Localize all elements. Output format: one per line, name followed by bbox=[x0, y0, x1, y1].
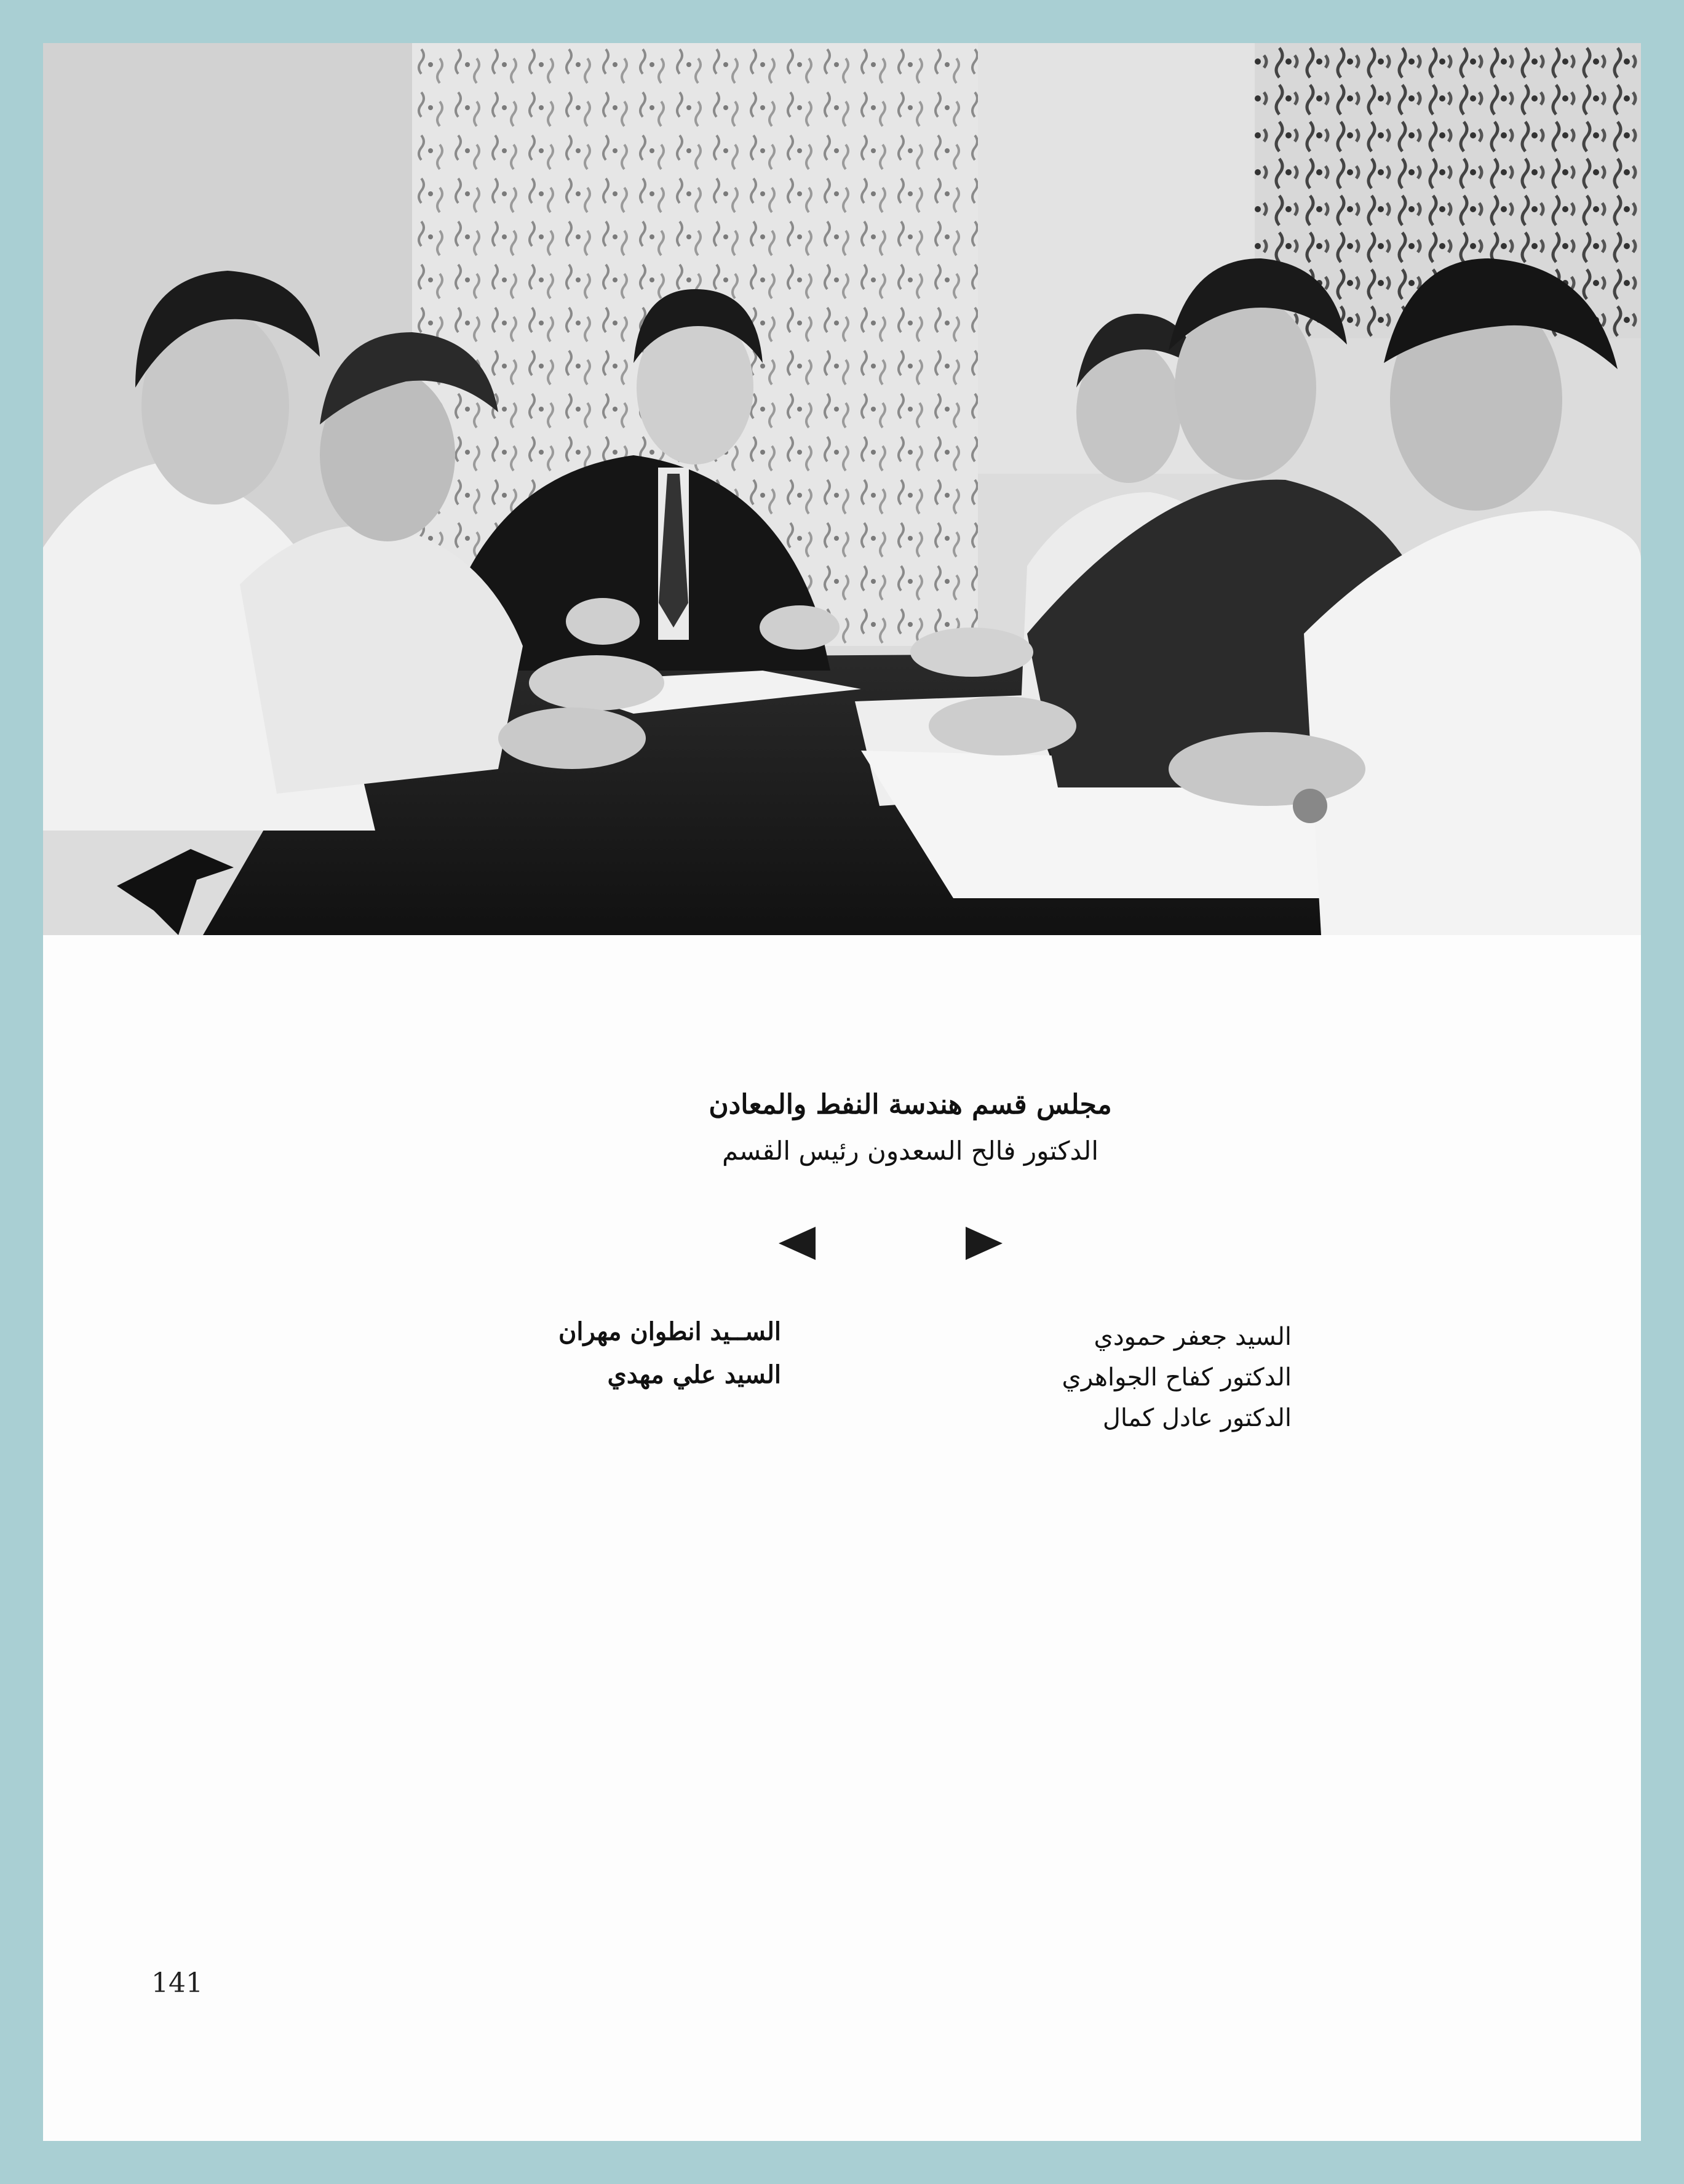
group-photo bbox=[43, 43, 1641, 935]
group-photo-icon bbox=[43, 43, 1641, 935]
triangle-left-icon bbox=[779, 1227, 816, 1260]
name-entry: الدكتور عادل كمال bbox=[1102, 1404, 1292, 1432]
names-left-column bbox=[437, 1310, 781, 1397]
page bbox=[43, 43, 1641, 2141]
names-right-column bbox=[984, 1317, 1292, 1438]
name-entry: السيد علي مهدي bbox=[607, 1360, 781, 1389]
caption-subtitle: الدكتور فالح السعدون رئيس القسم bbox=[721, 1136, 1099, 1166]
caption-title: مجلس قسم هندسة النفط والمعادن bbox=[709, 1089, 1112, 1120]
name-entry: الســيد انطوان مهران bbox=[558, 1317, 781, 1346]
name-entry: الدكتور كفاح الجواهري bbox=[1062, 1363, 1292, 1392]
triangle-right-icon bbox=[966, 1227, 1003, 1260]
name-entry: السيد جعفر حمودي bbox=[1094, 1323, 1292, 1351]
page-number: 141 bbox=[151, 1967, 203, 1999]
